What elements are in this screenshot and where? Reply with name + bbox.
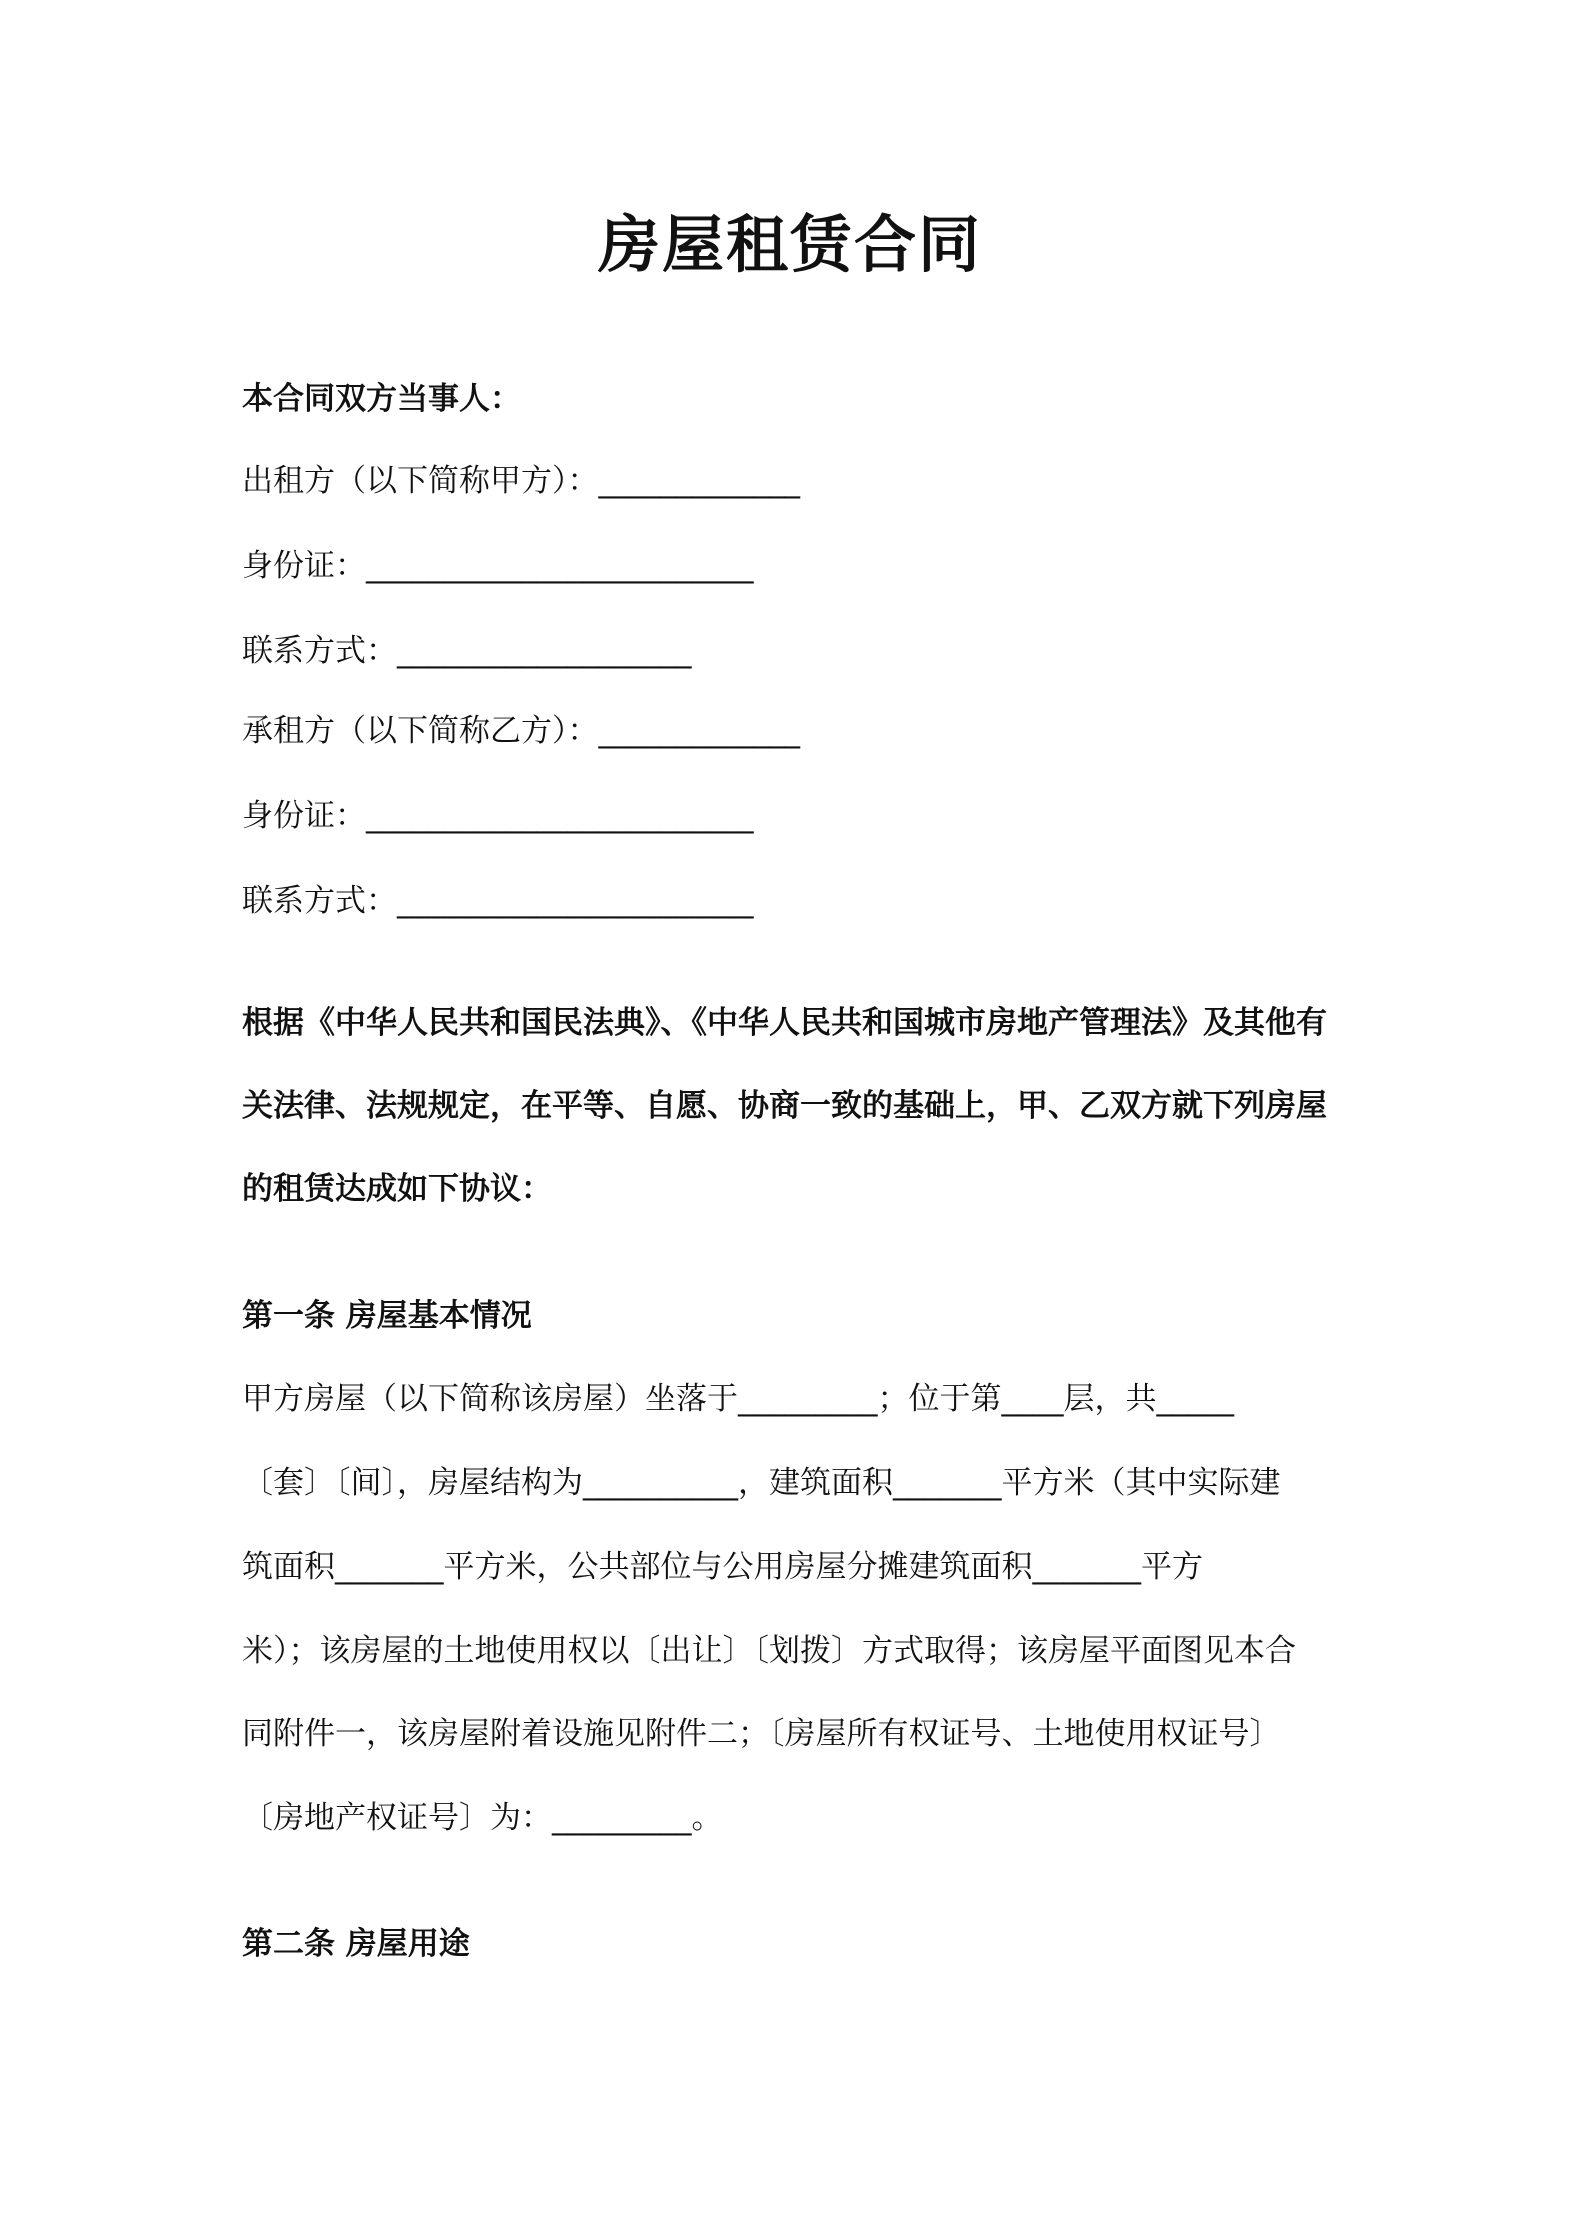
article-1-line: 同附件一，该房屋附着设施见附件二；〔房屋所有权证号、土地使用权证号〕 <box>242 1716 1281 1752</box>
article-2-heading: 第二条 房屋用途 <box>242 1926 470 1962</box>
lessor-line: 出租方（以下简称甲方）：_____________ <box>242 463 800 499</box>
article-1-heading: 第一条 房屋基本情况 <box>242 1298 532 1334</box>
lessor-contact-line: 联系方式：___________________ <box>242 633 692 669</box>
document-title: 房屋租赁合同 <box>597 208 982 281</box>
article-1-line: 〔套〕〔间〕，房屋结构为__________，建筑面积_______平方米（其中实际建 <box>242 1465 1281 1501</box>
lessee-line: 承租方（以下简称乙方）：_____________ <box>242 713 800 749</box>
article-1-line: 〔房地产权证号〕为：_________。 <box>242 1800 723 1836</box>
preamble-line: 根据《中华人民共和国民法典》、《中华人民共和国城市房地产管理法》及其他有 <box>242 1005 1327 1041</box>
article-1-line: 米）；该房屋的土地使用权以〔出让〕〔划拨〕方式取得；该房屋平面图见本合 <box>242 1633 1296 1669</box>
preamble-line: 关法律、法规规定，在平等、自愿、协商一致的基础上，甲、乙双方就下列房屋 <box>242 1088 1327 1124</box>
lessor-id-line: 身份证：_________________________ <box>242 548 754 584</box>
article-1-line: 筑面积_______平方米，公共部位与公用房屋分摊建筑面积_______平方 <box>242 1549 1203 1585</box>
parties-heading: 本合同双方当事人： <box>242 381 521 417</box>
article-1-line: 甲方房屋（以下简称该房屋）坐落于_________；位于第____层，共_____ <box>242 1381 1234 1417</box>
lessee-contact-line: 联系方式：_______________________ <box>242 883 754 919</box>
preamble-line: 的租赁达成如下协议： <box>242 1171 552 1207</box>
lessee-id-line: 身份证：_________________________ <box>242 798 754 834</box>
